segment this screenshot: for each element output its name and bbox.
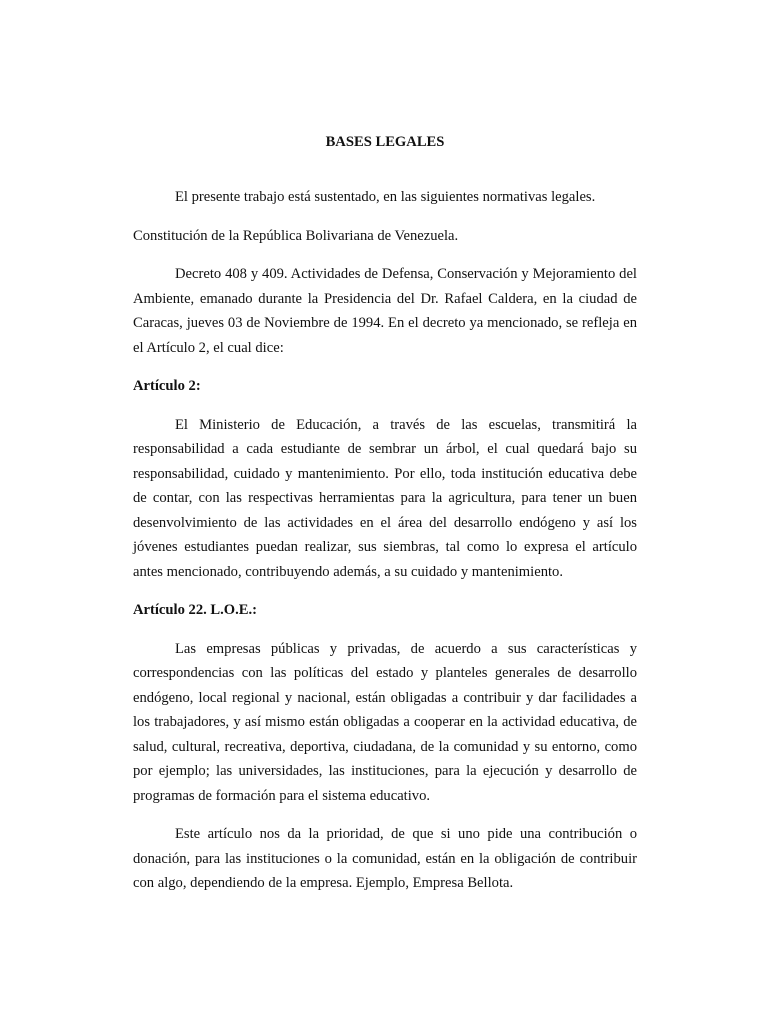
article-22-paragraph: Las empresas públicas y privadas, de acuerdo a sus características y correspondencias con las políticas del estado y planteles generales de desarrollo endógeno, local regional y nacional, están obligadas a contribuir y dar facilidades a los trabajadores, y así mismo están obligadas a cooperar en la actividad educativa, de salud, cultural, recreativa, deportiva, ciudadana, de la comunidad y su entorno, como por ejemplo; las universidades, las instituciones, para la ejecución y desarrollo de programas de formación para el sistema educativo. — [133, 640, 637, 804]
document-title: BASES LEGALES — [325, 134, 445, 150]
intro-paragraph: El presente trabajo está sustentado, en las siguientes normativas legales. — [175, 189, 596, 205]
document-body — [133, 130, 637, 896]
commentary-paragraph: Este artículo nos da la prioridad, de que si uno pide una contribución o donación, para las instituciones o la comunidad, están en la obligación de contribuir con algo, dependiendo de la empresa. Ejemplo, Empresa Bellota. — [133, 826, 637, 891]
article-22-heading: Artículo 22. L.O.E.: — [133, 602, 258, 618]
decree-paragraph: Decreto 408 y 409. Actividades de Defensa, Conservación y Mejoramiento del Ambiente, emanado durante la Presidencia del Dr. Rafael Caldera, en la ciudad de Caracas, jueves 03 de Noviembre de 1994. En el decreto ya mencionado, se refleja en el Artículo 2, el cual dice: — [133, 266, 637, 356]
article-2-heading: Artículo 2: — [133, 378, 201, 394]
constitution-paragraph: Constitución de la República Bolivariana de Venezuela. — [133, 227, 459, 244]
article-2-paragraph: El Ministerio de Educación, a través de las escuelas, transmitirá la responsabilidad a cada estudiante de sembrar un árbol, el cual quedará bajo su responsabilidad, cuidado y mantenimiento. Por ello, toda institución educativa debe de contar, con las respectivas herramientas para la agricultura, para tener un buen desenvolvimiento de las actividades en el área del desarrollo endógeno y así los jóvenes estudiantes puedan realizar, sus siembras, tal como lo expresa el artículo antes mencionado, contribuyendo además, a su cuidado y mantenimiento. — [133, 416, 637, 580]
